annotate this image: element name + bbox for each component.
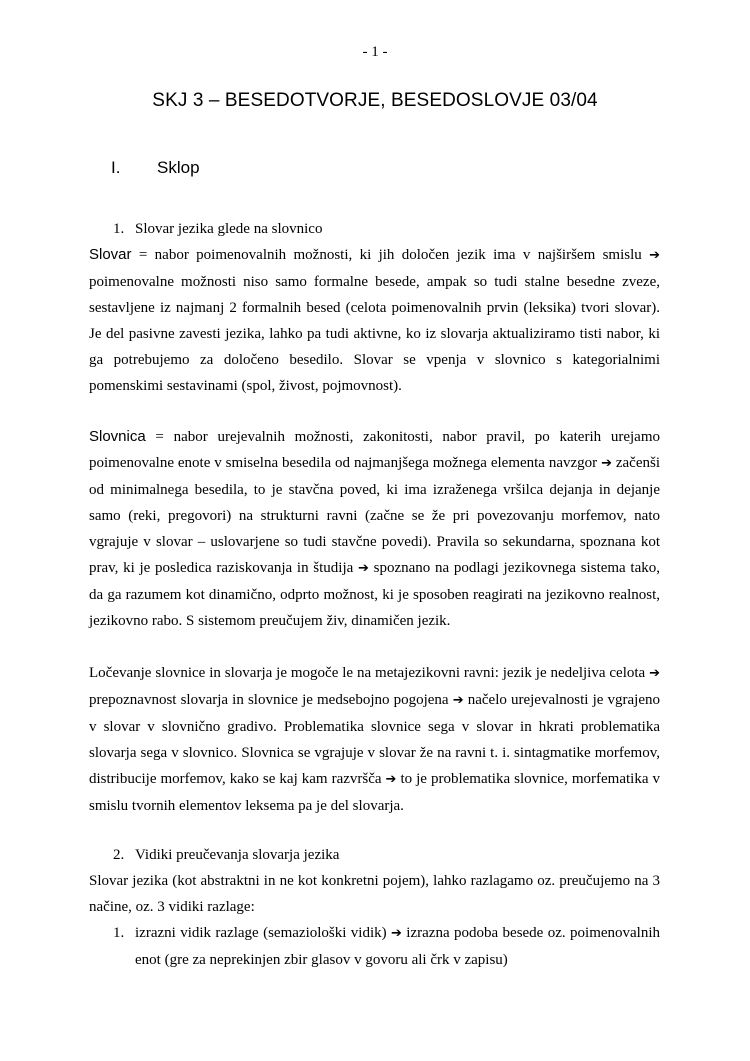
term-slovar: Slovar — [89, 246, 132, 263]
arrow-right-icon: ➔ — [391, 926, 402, 941]
arrow-right-icon: ➔ — [649, 248, 660, 263]
paragraph-vidiki: Slovar jezika (kot abstraktni in ne kot konkretni pojem), lahko razlagamo oz. preučujemo na 3 načine, oz. 3 vidiki razlage: — [89, 873, 660, 915]
subheading-2 — [113, 842, 339, 868]
list-item-text: izrazni vidik razlage (semaziološki vidik) — [135, 925, 392, 941]
section-number: I. — [111, 158, 121, 177]
subheading-label: Slovar jezika glede na slovnico — [135, 221, 323, 237]
paragraph-text: = nabor poimenovalnih možnosti, ki jih določen jezik ima v najširšem smislu — [131, 247, 650, 263]
arrow-right-icon: ➔ — [649, 666, 660, 681]
page-title: SKJ 3 – BESEDOTVORJE, BESEDOSLOVJE 03/04 — [152, 90, 598, 111]
arrow-right-icon: ➔ — [358, 561, 369, 576]
list-item-text: izrazna podoba besede oz. poimenovalnih enot (gre za neprekinjen zbir glasov v govoru ali črk v zapisu) — [135, 925, 661, 968]
list-vidiki — [113, 920, 660, 973]
paragraph-slovar — [89, 242, 660, 399]
arrow-right-icon: ➔ — [385, 772, 397, 787]
subheading-label: Vidiki preučevanja slovarja jezika — [135, 847, 340, 863]
arrow-right-icon: ➔ — [601, 456, 612, 471]
subheading-1 — [113, 216, 322, 242]
list-item — [113, 920, 660, 973]
paragraph-locevanje — [89, 660, 660, 819]
page-number: - 1 - — [362, 44, 388, 60]
paragraph-text: Ločevanje slovnice in slovarja je mogoče le na metajezikovni ravni: jezik je nedeljiva celota — [89, 665, 650, 681]
paragraph-text: prepoznavnost slovarja in slovnice je medsebojno pogojena — [89, 692, 453, 708]
section-heading — [111, 158, 200, 178]
paragraph-text: spoznano na podlagi jezikovnega sistema tako, da ga razumem kot dinamično, odprto možnost, ki je sposoben reagirati na jezikovno realnost, jezikovno rabo. S sistemom preučujem živ, dinamičen jezik. — [89, 560, 660, 629]
paragraph-text: poimenovalne možnosti niso samo formalne besede, ampak so tudi stalne besedne zveze, sestavljene iz najmanj 2 formalnih besed (celota poimenovalnih prvin (leksika) tvori slovar). Je del pasivne zavesti jezika, lahko pa tudi aktivne, ko iz slovarja aktualiziramo tisti nabor, ki ga potrebujemo za določeno besedilo. Slovar se vpenja v slovnico s kategorialnimi pomenskimi sestavinami (spol, živost, pojmovnost). — [89, 274, 660, 394]
list-item-number: 1. — [113, 925, 125, 941]
paragraph-text: načelo urejevalnosti je vgrajeno v slovar v slovnično gradivo. Problematika slovnice sega v slovar in hkrati problematika slovarja sega v slovnico. Slovnica se vgrajuje v slovar že na ravni t. i. sintagmatike morfemov, distribucije morfemov, kako se kaj kam razvršča — [89, 692, 660, 787]
paragraph-text: to je problematika slovnice, morfematika v smislu tvornih elementov leksema pa je del slovarja. — [89, 771, 660, 814]
subheading-number: 1. — [113, 221, 125, 237]
term-slovnica: Slovnica — [89, 428, 146, 445]
subheading-number: 2. — [113, 847, 125, 863]
arrow-right-icon: ➔ — [452, 693, 464, 708]
paragraph-text: začenši od minimalnega besedila, to je stavčna poved, ki ima izraženega vršilca dejanja in dejanje samo (reki, pregovori) na strukturni ravni (začne se že pri povezovanju morfemov, nato vgrajuje v slovar – uslovarjene so tudi stavčne povedi). Pravila so sekundarna, spoznana kot prav, ki je posledica raziskovanja in študija — [89, 455, 660, 576]
paragraph-slovnica — [89, 424, 660, 634]
paragraph-text: = nabor urejevalnih možnosti, zakonitosti, nabor pravil, po katerih urejamo poimenovalne enote v smiselna besedila od najmanjšega možnega elementa navzgor — [89, 429, 660, 471]
section-label: Sklop — [157, 158, 200, 177]
